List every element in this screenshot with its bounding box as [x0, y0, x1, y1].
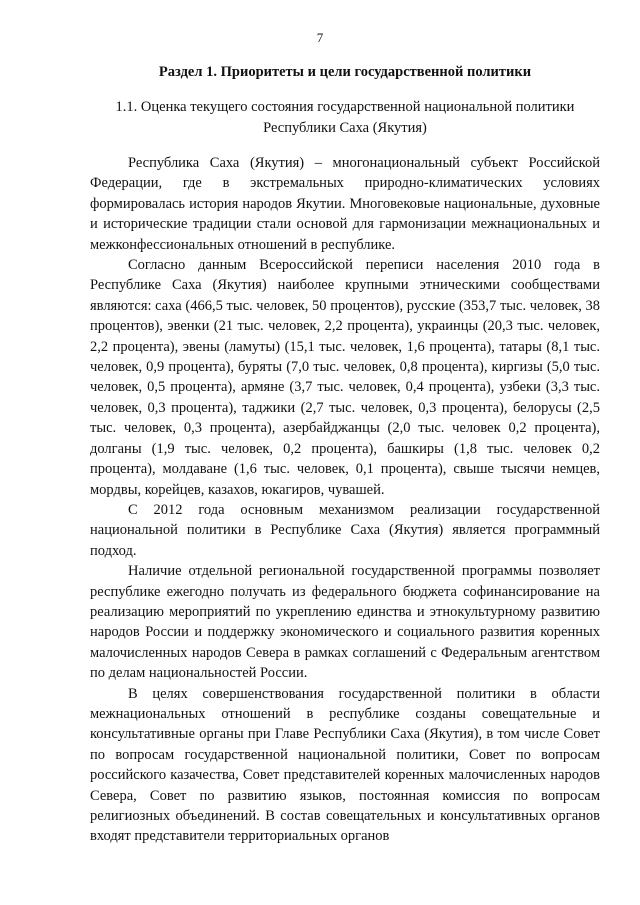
page-number: 7: [316, 30, 324, 45]
paragraph-intro: Республика Саха (Якутия) – многонациональный субъект Российской Федерации, где в экстремальных природно-климатических условиях формировалась история народов Якутии. Многовековые национальные, духовные и исторические традиции стали основой для гармонизации межнациональных и межконфессиональных отношений в республике.: [90, 155, 600, 253]
section-heading: Раздел 1. Приоритеты и цели государственной политики: [158, 64, 532, 80]
paragraph-census: Согласно данным Всероссийской переписи населения 2010 года в Республике Саха (Якутия) наиболее крупными этническими сообществами являются: саха (466,5 тыс. человек, 50 процентов), русские (353,7 тыс. человек, 38 процентов), эвенки (21 тыс. человек, 2,2 процента), украинцы (20,3 тыс. человек, 2,2 процента), эвены (ламуты) (15,1 тыс. человек, 1,6 процента), татары (8,1 тыс. человек, 0,9 процента), буряты (7,0 тыс. человек, 0,8 процента), киргизы (5,0 тыс. человек, 0,5 процента), армяне (3,7 тыс. человек, 0,4 процента), узбеки (3,3 тыс. человек, 0,3 процента), таджики (2,7 тыс. человек, 0,3 процента), белорусы (2,5 тыс. человек, 0,3 процента), азербайджанцы (2,0 тыс. человек 0,2 процента), долганы (1,9 тыс. человек, 0,2 процента), башкиры (1,8 тыс. человек 0,2 процента), молдаване (1,6 тыс. человек, 0,1 процента), свыше тысячи немцев, мордвы, корейцев, казахов, юкагиров, чувашей.: [90, 257, 600, 498]
subsection-heading: 1.1. Оценка текущего состояния государственной национальной политики Республики Саха (Якутия): [115, 99, 575, 136]
body-text: [90, 153, 600, 847]
paragraph-advisory-bodies: В целях совершенствования государственной политики в области межнациональных отношений в республике созданы совещательные и консультативные органы при Главе Республики Саха (Якутия), в том числе Совет по вопросам государственной национальной политики, Совет по вопросам российского казачества, Совет представителей коренных малочисленных народов Севера, Совет по развитию языков, постоянная комиссия по вопросам религиозных объединений. В состав совещательных и консультативных органов входят представители территориальных органов: [90, 685, 600, 845]
paragraph-program-approach: С 2012 года основным механизмом реализации государственной национальной политики в Республике Саха (Якутия) является программный подход.: [90, 501, 600, 559]
paragraph-regional-program: Наличие отдельной региональной государственной программы позволяет республике ежегодно получать из федерального бюджета софинансирование на реализацию мероприятий по укреплению единства и этнокультурному развитию народов России и поддержку экономического и социального развития коренных малочисленных народов Севера в рамках соглашений с Федеральным агентством по делам национальностей России.: [90, 563, 600, 682]
